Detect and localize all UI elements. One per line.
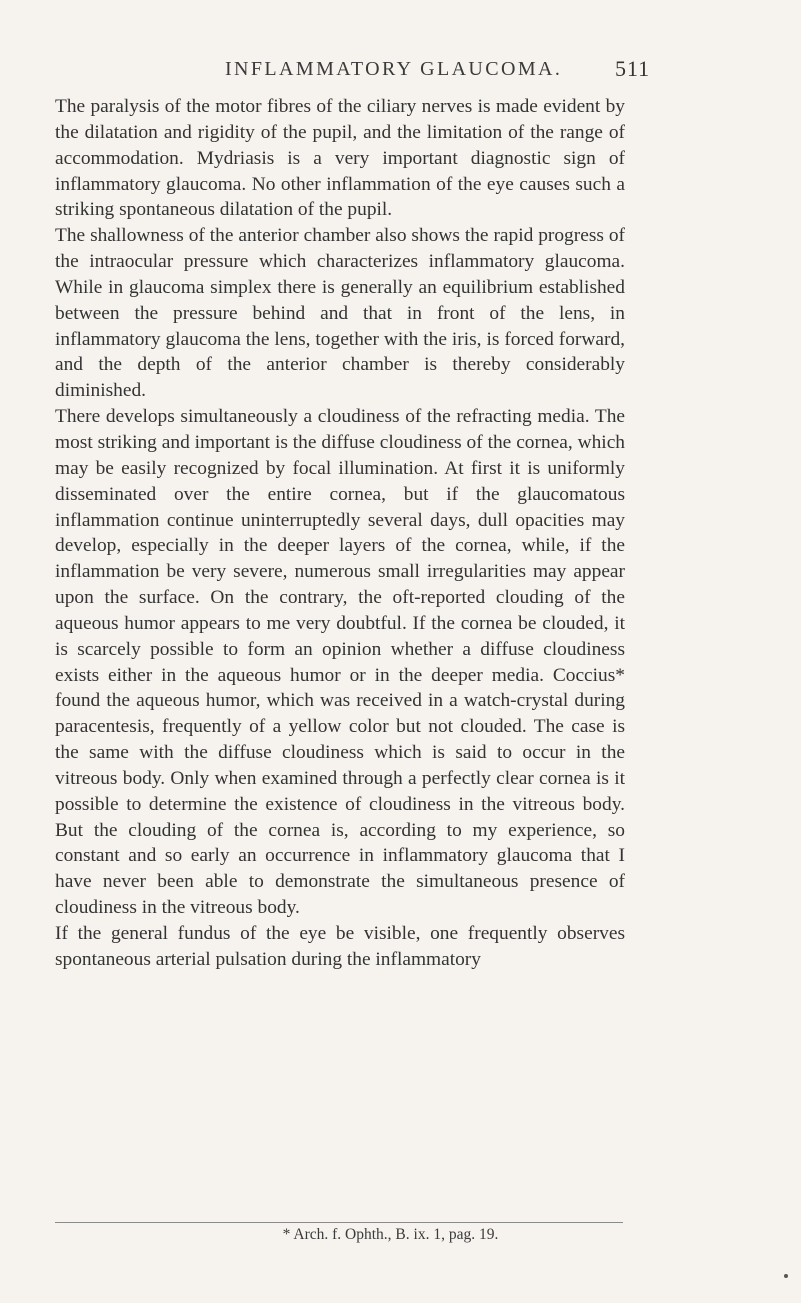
paragraph: There develops simultaneously a cloudiness of the refracting media. The most striking and important is the diffuse cloudiness of the cornea, which may be easily recognized by focal illumination. At first it is uniformly disseminated over the entire cornea, but if the glaucomatous inflammation continue uninterruptedly several days, dull opacities may develop, especially in the deeper layers of the cornea, while, if the inflammation be very severe, numerous small irregularities may appear upon the surface. On the contrary, the oft-reported clouding of the aqueous humor appears to me very doubtful. If the cornea be clouded, it is scarcely possible to form an opinion whether a diffuse cloudiness exists either in the aqueous humor or in the deeper media. Coccius* found the aqueous humor, which was received in a watch-crystal during paracentesis, frequently of a yellow color but not clouded. The case is the same with the diffuse cloudiness which is said to occur in the vitreous body. Only when examined through a perfectly clear cornea is it possible to determine the existence of cloudiness in the vitreous body. But the clouding of the cornea is, according to my experience, so constant and so early an occurrence in inflammatory glaucoma that I have never been able to demonstrate the simultaneous presence of cloudiness in the vitreous body. bbox=[55, 406, 625, 919]
paragraph: The paralysis of the motor fibres of the ciliary nerves is made evident by the dilatation and rigidity of the pupil, and the limitation of the range of accommodation. Mydriasis is a very important diagnostic sign of inflammatory glaucoma. No other inflammation of the eye causes such a striking spontaneous dilatation of the pupil. bbox=[55, 96, 625, 221]
paragraph: The shallowness of the anterior chamber also shows the rapid progress of the intraocular pressure which characterizes inflammatory glaucoma. While in glaucoma simplex there is generally an equilibrium established between the pressure behind and that in front of the lens, in inflammatory glaucoma the lens, together with the iris, is forced forward, and the depth of the anterior chamber is thereby considerably diminished. bbox=[55, 225, 625, 402]
paragraph: If the general fundus of the eye be visible, one frequently observes spontaneous arterial pulsation during the inflammatory bbox=[55, 923, 625, 970]
footnote bbox=[0, 1226, 801, 1244]
body-text bbox=[55, 94, 625, 973]
ink-speck bbox=[784, 1274, 788, 1278]
running-title: INFLAMMATORY GLAUCOMA. bbox=[225, 58, 563, 80]
footnote-text: * Arch. f. Ophth., B. ix. 1, pag. 19. bbox=[282, 1226, 499, 1243]
footnote-rule bbox=[55, 1222, 623, 1223]
page-number: 511 bbox=[615, 56, 651, 81]
